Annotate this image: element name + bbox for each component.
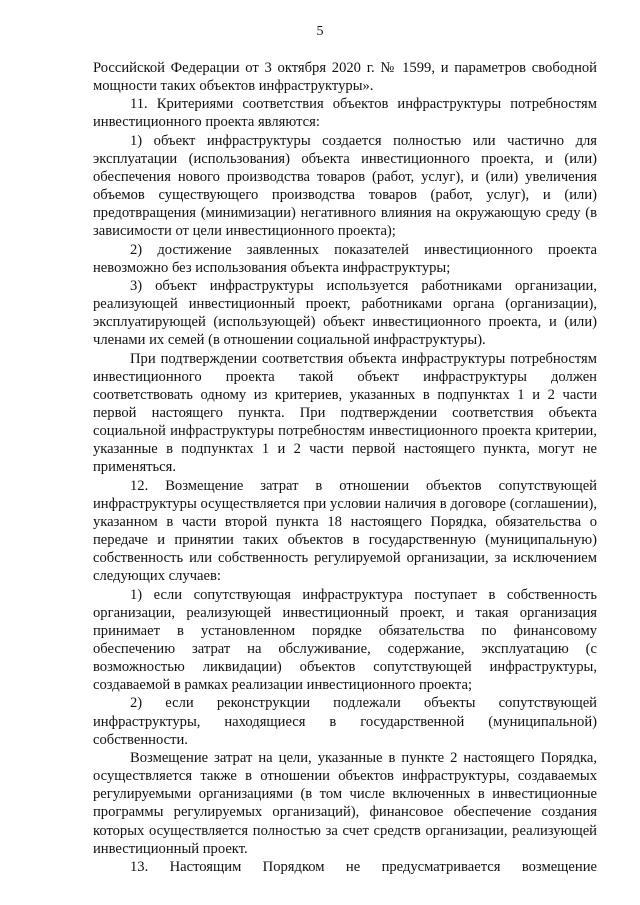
- paragraph-clause-11-note: При подтверждении соответствия объекта инфраструктуры потребностям инвестиционного проекта такой объект инфраструктуры должен соответствовать одному из критериев, указанных в подпунктах 1 и 2 части первой настоящего пункта. При подтверждении соответствия объекта социальной инфраструктуры потребностям инвестиционного проекта критерии, указанные в подпунктах 1 и 2 части первой настоящего пункта, могут не применяться.: [93, 350, 597, 476]
- paragraph-continuation: Российской Федерации от 3 октября 2020 г. № 1599, и параметров свободной мощности таких объектов инфраструктуры».: [93, 60, 597, 95]
- page-number: 5: [316, 24, 324, 39]
- paragraph-clause-11-item-1: 1) объект инфраструктуры создается полностью или частично для эксплуатации (использования) объекта инвестиционного проекта, и (или) обеспечения нового производства товаров (работ, услуг), и (или) увеличения объемов существующего производства товаров (работ, услуг), и (или) предотвращения (минимизации) негативного влияния на окружающую среду (в зависимости от цели инвестиционного проекта);: [93, 132, 597, 240]
- paragraph-clause-11-item-2: 2) достижение заявленных показателей инвестиционного проекта невозможно без использования объекта инфраструктуры;: [93, 241, 597, 276]
- paragraph-clause-11-item-3: 3) объект инфраструктуры используется работниками организации, реализующей инвестиционный проект, работниками органа (организации), эксплуатирующей (использующей) объект инвестиционного проекта, и (или) членами их семей (в отношении социальной инфраструктуры).: [93, 277, 597, 349]
- paragraph-clause-12: 12. Возмещение затрат в отношении объектов сопутствующей инфраструктуры осуществляется при условии наличия в договоре (соглашении), указанном в части второй пункта 18 настоящего Порядка, обязательства о передаче и принятии таких объектов в государственную (муниципальную) собственность или собственность регулируемой организации, за исключением следующих случаев:: [93, 477, 597, 585]
- paragraph-clause-12-item-1: 1) если сопутствующая инфраструктура поступает в собственность организации, реализующей инвестиционный проект, и такая организация принимает в установленном порядке обязательства по финансовому обеспечению затрат на обслуживание, содержание, эксплуатацию (с возможностью ликвидации) объектов сопутствующей инфраструктуры, создаваемой в рамках реализации инвестиционного проекта;: [93, 586, 597, 694]
- paragraph-clause-12-note: Возмещение затрат на цели, указанные в пункте 2 настоящего Порядка, осуществляется также в отношении объектов инфраструктуры, создаваемых регулируемыми организациями (в том числе включенных в инвестиционные программы регулируемых организаций), финансовое обеспечение создания которых осуществляется полностью за счет средств организации, реализующей инвестиционный проект.: [93, 749, 597, 857]
- document-body: [93, 59, 597, 876]
- paragraph-clause-12-item-2: 2) если реконструкции подлежали объекты сопутствующей инфраструктуры, находящиеся в государственной (муниципальной) собственности.: [93, 695, 597, 748]
- paragraph-clause-13: 13. Настоящим Порядком не предусматривается возмещение: [130, 858, 597, 875]
- paragraph-clause-11: 11. Критериями соответствия объектов инфраструктуры потребностям инвестиционного проекта являются:: [93, 96, 597, 131]
